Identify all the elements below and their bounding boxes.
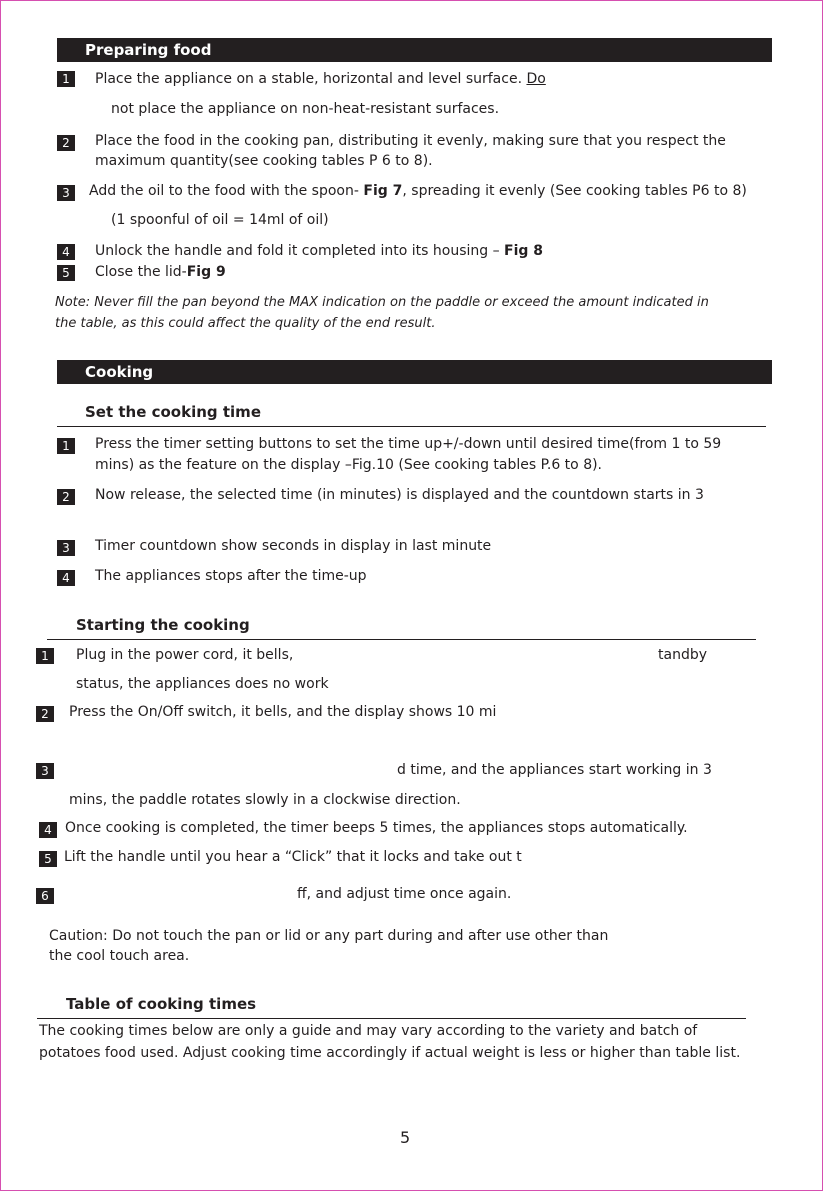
subheading-table: Table of cooking times — [66, 995, 257, 1013]
step-text: The appliances stops after the time-up — [95, 568, 367, 584]
step-number: 1 — [57, 438, 75, 454]
step-number: 4 — [57, 244, 75, 260]
step-text: Press the timer setting buttons to set the time up+/-down until desired time(from 1 to 59 — [95, 436, 722, 452]
subheading-starting: Starting the cooking — [76, 616, 250, 634]
caution-text: the cool touch area. — [49, 948, 190, 964]
body-text: The cooking times below are only a guide and may vary according to the variety and batch of — [39, 1023, 698, 1039]
step-number: 1 — [57, 71, 75, 87]
step-text: Plug in the power cord, it bells, — [76, 647, 294, 663]
step-text: Add the oil to the food with the spoon- Fig 7, spreading it evenly (See cooking tables P6 to 8) — [89, 183, 747, 199]
step-text: d time, and the appliances start working in 3 — [397, 762, 712, 778]
divider — [47, 639, 756, 640]
step-number: 2 — [36, 706, 54, 722]
step-text: tandby — [658, 647, 707, 663]
step-text: mins, the paddle rotates slowly in a clockwise direction. — [69, 792, 461, 808]
step-text: Now release, the selected time (in minutes) is displayed and the countdown starts in 3 — [95, 487, 704, 503]
step-text: maximum quantity(see cooking tables P 6 to 8). — [95, 153, 433, 169]
step-text: Press the On/Off switch, it bells, and the display shows 10 mi — [69, 704, 497, 720]
divider — [37, 1018, 746, 1019]
divider — [57, 426, 766, 427]
caution-text: Caution: Do not touch the pan or lid or any part during and after use other than — [49, 928, 609, 944]
page-number: 5 — [400, 1128, 411, 1147]
step-text: mins) as the feature on the display –Fig.10 (See cooking tables P.6 to 8). — [95, 457, 603, 473]
step-text: Once cooking is completed, the timer beeps 5 times, the appliances stops automatically. — [65, 820, 688, 836]
step-number: 4 — [39, 822, 57, 838]
step-text: status, the appliances does no work — [76, 676, 329, 692]
section-header-preparing: Preparing food — [57, 38, 772, 62]
step-number: 1 — [36, 648, 54, 664]
step-text: Place the food in the cooking pan, distributing it evenly, making sure that you respect the — [95, 133, 726, 149]
note-text: the table, as this could affect the quality of the end result. — [55, 316, 436, 331]
step-text: ff, and adjust time once again. — [297, 886, 512, 902]
step-text: Close the lid-Fig 9 — [95, 264, 226, 280]
step-text: Unlock the handle and fold it completed into its housing – Fig 8 — [95, 243, 544, 259]
step-text: Timer countdown show seconds in display in last minute — [95, 538, 492, 554]
step-number: 3 — [36, 763, 54, 779]
step-number: 2 — [57, 489, 75, 505]
subheading-set-time: Set the cooking time — [85, 403, 261, 421]
section-header-cooking: Cooking — [57, 360, 772, 384]
step-number: 5 — [39, 851, 57, 867]
step-number: 6 — [36, 888, 54, 904]
step-text: (1 spoonful of oil = 14ml of oil) — [111, 212, 329, 228]
note-text: Note: Never fill the pan beyond the MAX indication on the paddle or exceed the amount indicated in — [55, 295, 709, 310]
step-text: Lift the handle until you hear a “Click” that it locks and take out t — [64, 849, 522, 865]
step-number: 3 — [57, 185, 75, 201]
step-number: 4 — [57, 570, 75, 586]
step-text: not place the appliance on non-heat-resistant surfaces. — [111, 101, 500, 117]
step-text: Place the appliance on a stable, horizontal and level surface. Do — [95, 71, 546, 87]
step-number: 3 — [57, 540, 75, 556]
step-number: 5 — [57, 265, 75, 281]
step-number: 2 — [57, 135, 75, 151]
body-text: potatoes food used. Adjust cooking time accordingly if actual weight is less or higher than table list. — [39, 1045, 741, 1061]
